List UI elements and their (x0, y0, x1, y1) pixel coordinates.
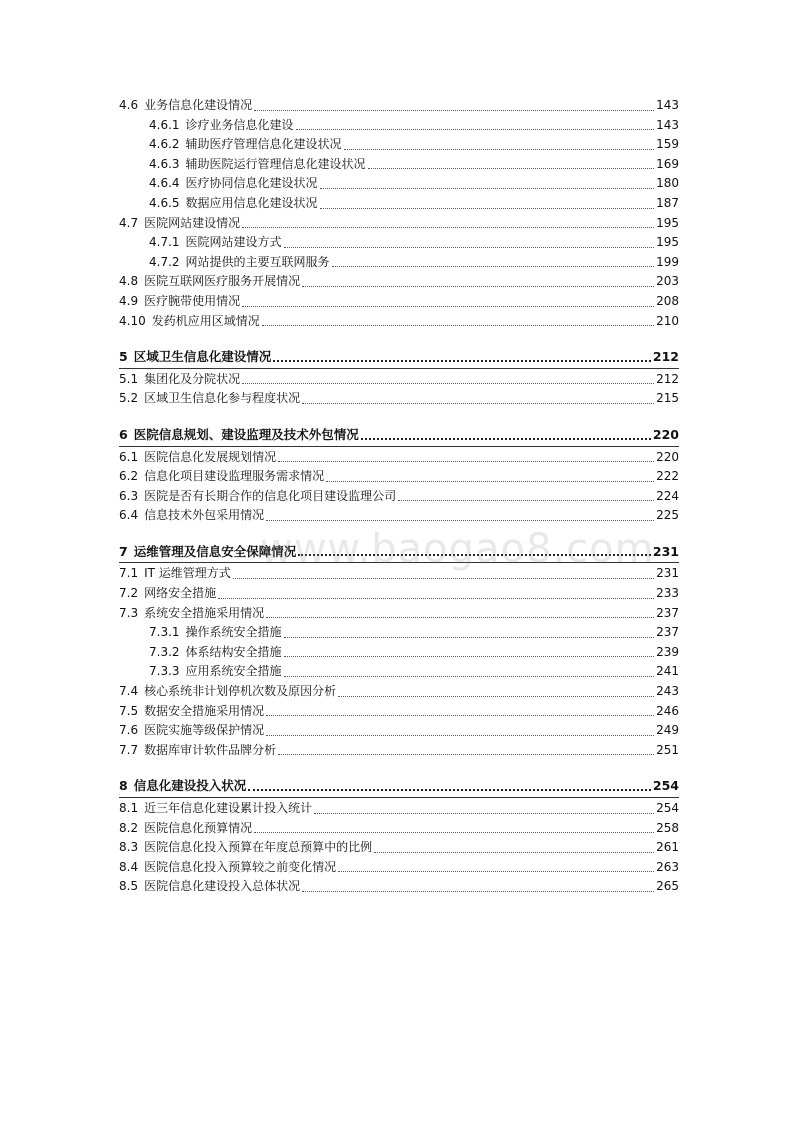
toc-entry[interactable] (119, 564, 679, 584)
toc-entry[interactable] (119, 116, 679, 136)
toc-entry-title: 发药机应用区域情况 (151, 313, 260, 328)
toc-entry-number: 7.6 (119, 723, 139, 738)
toc-leader-dots (284, 636, 655, 638)
toc-entry-title: 数据应用信息化建设状况 (185, 195, 318, 210)
toc-entry-page: 261 (656, 840, 679, 855)
toc-entry-title: 网站提供的主要互联网服务 (185, 254, 330, 269)
toc-entry-title: 核心系统非计划停机次数及原因分析 (144, 684, 337, 699)
toc-leader-dots (302, 890, 654, 892)
toc-entry-page: 263 (656, 859, 679, 874)
toc-leader-dots (218, 597, 654, 599)
toc-entry-title: 信息化建设投入状况 (133, 778, 247, 794)
toc-entry[interactable] (119, 799, 679, 819)
toc-entry-number: 4.9 (119, 293, 139, 308)
toc-entry-title: 医院信息化投入预算较之前变化情况 (144, 859, 337, 874)
toc-entry-page: 251 (656, 742, 679, 757)
toc-group-5 (119, 370, 679, 409)
toc-entry-number: 6.4 (119, 508, 139, 523)
toc-entry-title: 信息技术外包采用情况 (144, 508, 265, 523)
toc-entry-page: 212 (652, 349, 679, 365)
toc-entry-title: 医院实施等级保护情况 (144, 723, 265, 738)
toc-leader-dots (320, 207, 655, 209)
toc-entry-number: 8.5 (119, 879, 139, 894)
toc-entry-title: 区域卫生信息化参与程度状况 (144, 391, 301, 406)
toc-entry-number: 7 (119, 543, 128, 559)
toc-entry-title: 操作系统安全措施 (185, 625, 282, 640)
toc-entry[interactable] (119, 292, 679, 312)
toc-entry-page: 199 (656, 254, 679, 269)
toc-entry[interactable] (119, 272, 679, 292)
toc-entry-page: 225 (656, 508, 679, 523)
toc-entry[interactable] (119, 838, 679, 858)
toc-entry[interactable] (119, 253, 679, 273)
toc-entry-title: 医院是否有长期合作的信息化项目建设监理公司 (144, 488, 397, 503)
toc-entry-number: 4.7.1 (149, 235, 180, 250)
toc-entry-page: 254 (652, 778, 679, 794)
toc-chapter-7 (119, 542, 679, 564)
toc-leader-dots (368, 167, 655, 169)
toc-entry[interactable] (119, 487, 679, 507)
toc-entry-page: 258 (656, 820, 679, 835)
toc-entry-title: 辅助医疗管理信息化建设状况 (185, 137, 342, 152)
toc-entry-page: 195 (656, 235, 679, 250)
toc-entry-title: 医院信息化预算情况 (144, 820, 253, 835)
toc-entry[interactable] (119, 389, 679, 409)
toc-entry-title: 网络安全措施 (144, 586, 217, 601)
toc-entry-page: 249 (656, 723, 679, 738)
toc-entry[interactable] (119, 370, 679, 390)
toc-leader-dots (326, 480, 654, 482)
chapter-divider (119, 446, 679, 447)
toc-entry-title: IT 运维管理方式 (144, 566, 231, 581)
toc-chapter-6 (119, 425, 679, 447)
toc-entry-page: 222 (656, 469, 679, 484)
toc-entry-page: 239 (656, 644, 679, 659)
toc-leader-dots (242, 382, 654, 384)
toc-group-8 (119, 799, 679, 897)
toc-entry-number: 4.6 (119, 98, 139, 112)
toc-entry-title: 应用系统安全措施 (185, 664, 282, 679)
toc-entry-number: 7.1 (119, 566, 139, 581)
toc-chapter-entry[interactable] (119, 425, 679, 445)
toc-entry[interactable] (119, 174, 679, 194)
toc-entry[interactable] (119, 584, 679, 604)
toc-entry-number: 4.6.4 (149, 176, 180, 191)
toc-entry-number: 5 (119, 349, 128, 365)
toc-leader-dots (273, 359, 651, 362)
toc-entry-number: 5.2 (119, 391, 139, 406)
toc-chapter-entry[interactable] (119, 542, 679, 562)
toc-leader-dots (278, 460, 654, 462)
toc-entry[interactable] (119, 467, 679, 487)
toc-entry-number: 4.6.2 (149, 137, 180, 152)
toc-entry[interactable] (119, 623, 679, 643)
toc-entry[interactable] (119, 96, 679, 116)
toc-entry-number: 4.8 (119, 274, 139, 289)
toc-entry[interactable] (119, 721, 679, 741)
toc-entry-page: 237 (656, 625, 679, 640)
toc-entry[interactable] (119, 643, 679, 663)
toc-leader-dots (332, 265, 655, 267)
toc-leader-dots (302, 285, 654, 287)
toc-entry-number: 7.2 (119, 586, 139, 601)
toc-entry-number: 8 (119, 778, 128, 794)
toc-chapter-5 (119, 347, 679, 369)
watermark-text: www.baogao8.com (260, 526, 655, 572)
toc-group-4 (119, 96, 679, 331)
toc-leader-dots (361, 437, 651, 440)
toc-chapter-8 (119, 776, 679, 798)
toc-entry-number: 6.2 (119, 469, 139, 484)
chapter-divider (119, 797, 679, 798)
toc-leader-dots (254, 831, 654, 833)
chapter-divider (119, 562, 679, 563)
toc-entry[interactable] (119, 741, 679, 761)
toc-entry[interactable] (119, 233, 679, 253)
toc-entry-page: 180 (656, 176, 679, 191)
toc-entry-number: 8.1 (119, 801, 139, 815)
toc-entry-number: 8.4 (119, 859, 139, 874)
toc-entry-number: 4.6.3 (149, 156, 180, 171)
toc-leader-dots (338, 695, 654, 697)
toc-leader-dots (266, 734, 654, 736)
toc-leader-dots (302, 402, 654, 404)
table-of-contents (119, 96, 679, 897)
toc-entry[interactable] (119, 819, 679, 839)
toc-entry-page: 241 (656, 664, 679, 679)
toc-entry-number: 7.3.3 (149, 664, 180, 679)
toc-entry-page: 254 (656, 801, 679, 815)
toc-leader-dots (248, 788, 651, 791)
toc-entry-title: 系统安全措施采用情况 (144, 605, 265, 620)
toc-entry[interactable] (119, 858, 679, 878)
toc-entry-number: 4.6.1 (149, 117, 180, 132)
toc-entry-page: 220 (652, 426, 679, 442)
toc-entry-title: 数据库审计软件品牌分析 (144, 742, 277, 757)
toc-entry-page: 143 (656, 117, 679, 132)
toc-leader-dots (320, 187, 655, 189)
toc-entry[interactable] (119, 448, 679, 468)
toc-leader-dots (262, 324, 654, 326)
toc-entry-page: 169 (656, 156, 679, 171)
toc-entry[interactable] (119, 135, 679, 155)
toc-entry-page: 224 (656, 488, 679, 503)
toc-entry-page: 233 (656, 586, 679, 601)
toc-entry-page: 220 (656, 449, 679, 464)
toc-group-6 (119, 448, 679, 526)
chapter-divider (119, 368, 679, 369)
toc-leader-dots (338, 870, 654, 872)
toc-entry[interactable] (119, 214, 679, 234)
toc-entry-number: 4.7.2 (149, 254, 180, 269)
toc-entry-page: 159 (656, 137, 679, 152)
toc-entry-number: 7.3.1 (149, 625, 180, 640)
toc-entry-title: 数据安全措施采用情况 (144, 703, 265, 718)
toc-entry[interactable] (119, 155, 679, 175)
toc-entry-number: 4.6.5 (149, 195, 180, 210)
toc-entry-number: 7.5 (119, 703, 139, 718)
toc-entry[interactable] (119, 702, 679, 722)
toc-entry-number: 6.1 (119, 449, 139, 464)
toc-entry-title: 运维管理及信息安全保障情况 (133, 543, 297, 559)
toc-entry-number: 7.3 (119, 605, 139, 620)
toc-entry[interactable] (119, 604, 679, 624)
toc-entry-number: 4.7 (119, 215, 139, 230)
toc-entry-number: 8.3 (119, 840, 139, 855)
toc-entry-title: 医疗协同信息化建设状况 (185, 176, 318, 191)
toc-chapter-entry[interactable] (119, 347, 679, 367)
toc-entry-number: 6 (119, 426, 128, 442)
toc-entry-page: 237 (656, 605, 679, 620)
toc-entry-page: 215 (656, 391, 679, 406)
toc-entry-number: 8.2 (119, 820, 139, 835)
toc-entry-title: 医院网站建设方式 (185, 235, 282, 250)
toc-leader-dots (314, 812, 654, 814)
toc-leader-dots (284, 675, 655, 677)
toc-entry-title: 业务信息化建设情况 (144, 98, 253, 112)
toc-entry-number: 7.3.2 (149, 644, 180, 659)
toc-entry-title: 信息化项目建设监理服务需求情况 (144, 469, 325, 484)
toc-entry-title: 医院信息化投入预算在年度总预算中的比例 (144, 840, 373, 855)
toc-leader-dots (254, 109, 654, 111)
toc-entry-page: 243 (656, 684, 679, 699)
toc-entry-page: 203 (656, 274, 679, 289)
toc-entry-title: 体系结构安全措施 (185, 644, 282, 659)
toc-entry-page: 246 (656, 703, 679, 718)
toc-leader-dots (266, 616, 654, 618)
toc-entry-number: 6.3 (119, 488, 139, 503)
toc-entry-title: 诊疗业务信息化建设 (185, 117, 294, 132)
toc-entry-page: 231 (656, 566, 679, 581)
toc-entry-number: 7.4 (119, 684, 139, 699)
toc-entry[interactable] (119, 312, 679, 332)
toc-chapter-entry[interactable] (119, 776, 679, 796)
toc-entry-page: 212 (656, 371, 679, 386)
toc-entry-title: 医院互联网医疗服务开展情况 (144, 274, 301, 289)
toc-entry[interactable] (119, 506, 679, 526)
toc-entry-title: 医院信息化建设投入总体状况 (144, 879, 301, 894)
toc-entry-page: 143 (656, 98, 679, 112)
toc-entry-page: 208 (656, 293, 679, 308)
toc-leader-dots (242, 226, 654, 228)
toc-entry-title: 医院网站建设情况 (144, 215, 241, 230)
toc-entry-page: 210 (656, 313, 679, 328)
toc-leader-dots (374, 851, 654, 853)
toc-leader-dots (242, 305, 654, 307)
toc-entry-title: 区域卫生信息化建设情况 (133, 349, 272, 365)
toc-entry-number: 5.1 (119, 371, 139, 386)
toc-entry-number: 4.10 (119, 313, 146, 328)
toc-entry[interactable] (119, 877, 679, 897)
toc-entry-page: 195 (656, 215, 679, 230)
toc-entry[interactable] (119, 682, 679, 702)
toc-leader-dots (298, 553, 651, 556)
toc-entry-page: 231 (652, 543, 679, 559)
toc-entry-title: 近三年信息化建设累计投入统计 (144, 801, 313, 815)
toc-leader-dots (284, 655, 655, 657)
toc-entry[interactable] (119, 662, 679, 682)
toc-leader-dots (266, 714, 654, 716)
toc-leader-dots (296, 128, 655, 130)
toc-leader-dots (266, 519, 654, 521)
toc-entry[interactable] (119, 194, 679, 214)
toc-entry-page: 187 (656, 195, 679, 210)
toc-leader-dots (284, 246, 655, 248)
toc-group-7 (119, 564, 679, 760)
toc-leader-dots (233, 577, 654, 579)
toc-entry-title: 医院信息化发展规划情况 (144, 449, 277, 464)
toc-entry-title: 辅助医院运行管理信息化建设状况 (185, 156, 366, 171)
toc-leader-dots (398, 499, 654, 501)
toc-entry-title: 集团化及分院状况 (144, 371, 241, 386)
toc-entry-number: 7.7 (119, 742, 139, 757)
toc-entry-title: 医院信息规划、建设监理及技术外包情况 (133, 426, 359, 442)
toc-leader-dots (278, 753, 654, 755)
toc-leader-dots (344, 148, 655, 150)
toc-entry-page: 265 (656, 879, 679, 894)
toc-entry-title: 医疗腕带使用情况 (144, 293, 241, 308)
